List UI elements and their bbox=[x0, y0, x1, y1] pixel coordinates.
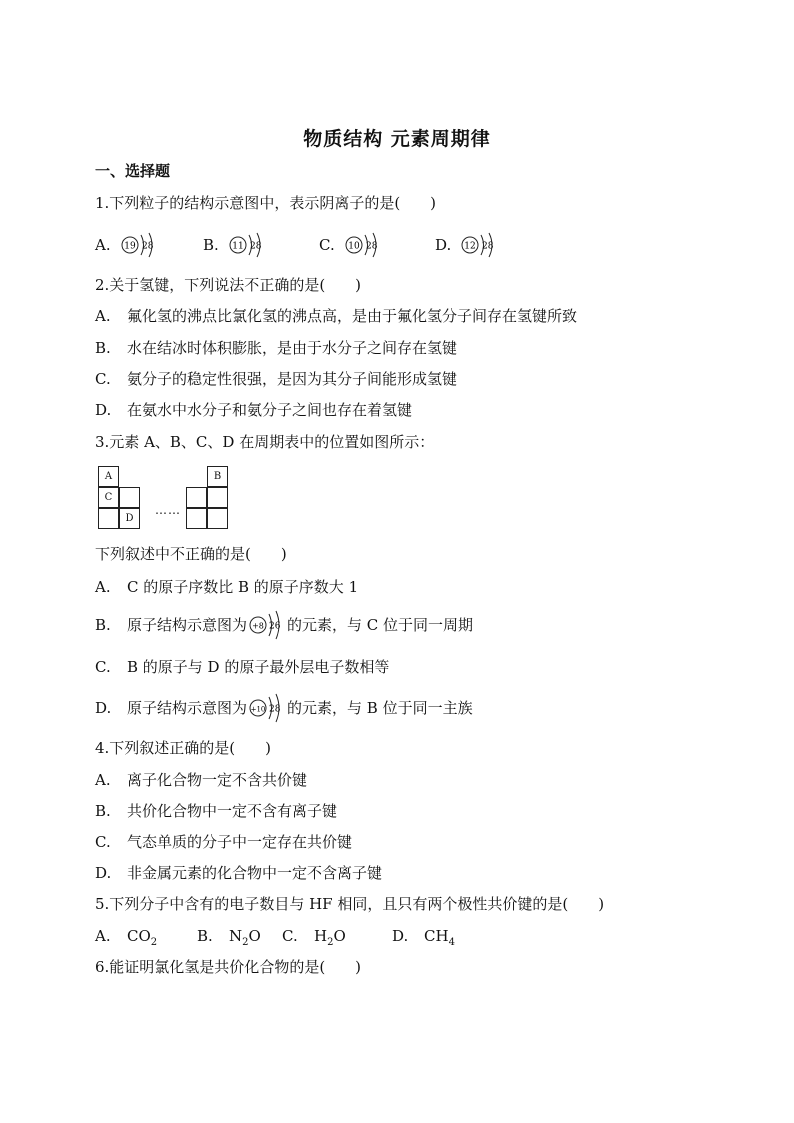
nucleus-label: 11 bbox=[232, 241, 244, 252]
nucleus-label: 19 bbox=[123, 241, 136, 252]
shell-electrons-label: 26 bbox=[269, 621, 281, 632]
atom-structure-diagram bbox=[227, 232, 277, 258]
q2-option-a: A. 氟化氢的沸点比氯化氢的沸点高，是由于氟化氢分子间存在氢键所致 bbox=[95, 307, 578, 325]
shell-electrons-label: 28 bbox=[269, 704, 281, 715]
q3-option-a: A. C 的原子序数比 B 的原子序数大 1 bbox=[95, 578, 359, 596]
q5-option-d: D. $CH_4$ bbox=[392, 927, 455, 948]
page-title: 物质结构 元素周期律 bbox=[303, 128, 491, 150]
question-5-options bbox=[95, 926, 515, 948]
question-1-stem: 1.下列粒子的结构示意图中，表示阴离子的是( ) bbox=[95, 194, 437, 212]
option-label: D. bbox=[435, 236, 452, 254]
q5-option-c: C. $H_2O$ bbox=[282, 927, 346, 948]
cell-b: B bbox=[207, 466, 228, 487]
shell-electrons-label: 28 bbox=[249, 241, 262, 252]
q4-option-c: C. 气态单质的分子中一定存在共价键 bbox=[95, 833, 353, 851]
nucleus-label: +8 bbox=[252, 621, 264, 631]
q4-option-a: A. 离子化合物一定不含共价键 bbox=[95, 771, 308, 789]
cell-c: C bbox=[98, 487, 119, 508]
table-cell bbox=[186, 508, 207, 529]
question-3-stem: 3.元素 A、B、C、D 在周期表中的位置如图所示： bbox=[95, 433, 435, 451]
table-cell bbox=[98, 508, 119, 529]
q1-option-d bbox=[435, 232, 509, 258]
atom-structure-diagram bbox=[343, 232, 393, 258]
q1-option-b bbox=[203, 232, 277, 258]
option-label: B. bbox=[203, 236, 219, 254]
q3-option-c: C. B 的原子与 D 的原子最外层电子数相等 bbox=[95, 658, 390, 676]
question-6-stem: 6.能证明氯化氢是共价化合物的是( ) bbox=[95, 958, 362, 976]
question-1-options bbox=[95, 232, 515, 258]
nucleus-label: +10 bbox=[250, 705, 266, 714]
option-label: A. bbox=[95, 236, 111, 254]
cell-d: D bbox=[119, 508, 140, 529]
option-label: C. bbox=[319, 236, 335, 254]
atom-structure-diagram bbox=[459, 232, 509, 258]
table-cell bbox=[186, 487, 207, 508]
atom-structure-diagram bbox=[247, 693, 287, 723]
q4-option-d: D. 非金属元素的化合物中一定不含离子键 bbox=[95, 864, 383, 882]
nucleus-label: 12 bbox=[464, 241, 476, 252]
q5-option-b: B. $N_2O$ bbox=[197, 927, 261, 948]
shell-electrons-label: 28 bbox=[482, 241, 494, 252]
q4-option-b: B. 共价化合物中一定不含有离子键 bbox=[95, 802, 338, 820]
question-3-prompt: 下列叙述中不正确的是( ) bbox=[95, 545, 287, 563]
shell-electrons-label: 28 bbox=[365, 241, 378, 252]
q1-option-c bbox=[319, 232, 393, 258]
nucleus-label: 10 bbox=[347, 241, 360, 252]
q2-option-d: D. 在氨水中水分子和氨分子之间也存在着氢键 bbox=[95, 401, 413, 419]
q2-option-b: B. 水在结冰时体积膨胀，是由于水分子之间存在氢键 bbox=[95, 339, 458, 357]
shell-electrons-label: 28 bbox=[141, 241, 154, 252]
section-heading: 一、选择题 bbox=[95, 162, 171, 180]
q2-option-c: C. 氨分子的稳定性很强，是因为其分子间能形成氢键 bbox=[95, 370, 458, 388]
table-cell bbox=[119, 487, 140, 508]
question-4-stem: 4.下列叙述正确的是( ) bbox=[95, 739, 272, 757]
ellipsis-dots: …… bbox=[155, 503, 181, 517]
q3-option-b: B. 原子结构示意图为 +8 26 的元素，与 C 位于同一周期 bbox=[95, 610, 473, 640]
table-cell bbox=[207, 487, 228, 508]
question-2-stem: 2.关于氢键，下列说法不正确的是( ) bbox=[95, 276, 362, 294]
q3-option-d: D. 原子结构示意图为 +10 28 的元素，与 B 位于同一主族 bbox=[95, 693, 473, 723]
atom-structure-diagram bbox=[247, 610, 287, 640]
atom-structure-diagram bbox=[119, 232, 169, 258]
question-5-stem: 5.下列分子中含有的电子数目与 HF 相同，且只有两个极性共价键的是( ) bbox=[95, 895, 605, 913]
q5-option-a: A. $CO_2$ bbox=[95, 927, 158, 948]
table-cell bbox=[207, 508, 228, 529]
q1-option-a bbox=[95, 232, 169, 258]
cell-a: A bbox=[98, 466, 119, 487]
